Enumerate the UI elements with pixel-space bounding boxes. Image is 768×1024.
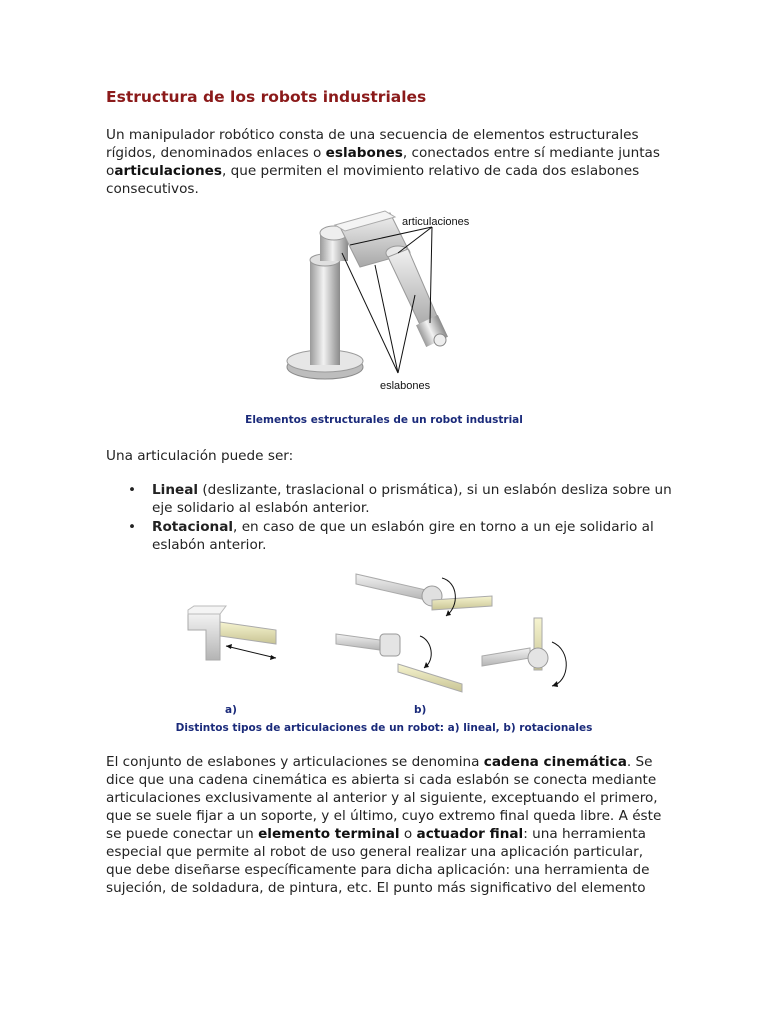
bullet-dot: • [128,519,137,536]
robot-wrist-end [434,334,446,346]
label-articulaciones: articulaciones [402,216,470,228]
paragraph-cadena [106,753,666,897]
text-run: Un manipulador robótico consta de una secuencia de elementos estructurales rígidos, denominados enlaces o [106,127,639,161]
figure1-caption: Elementos estructurales de un robot industrial [245,414,523,426]
label-b: b) [414,704,427,716]
label-eslabones: eslabones [380,380,431,392]
label-a: a) [225,704,237,716]
text-run: . Se dice que una cadena cinemática es abierta si cada eslabón se conecta mediante articulaciones exclusivamente al anterior y al siguiente, exceptuando el primero, que se suele fijar a un soporte, y el último, cuyo extremo final queda libre. A éste se puede conectar un [106,754,662,842]
paragraph-intro [106,126,666,198]
term-articulaciones: articulaciones [114,163,222,179]
page-title: Estructura de los robots industriales [106,88,427,106]
list-item [106,482,686,517]
text-run: (deslizante, traslacional o prismática), si un eslabón desliza sobre un eje solidario al eslabón anterior. [152,482,672,516]
term-elemento-terminal: elemento terminal [258,826,400,842]
rotational-joint-right-drawing [482,618,566,687]
term-eslabones: eslabones [325,145,403,161]
rotational-joint-middle-drawing [336,634,462,692]
term-lineal: Lineal [152,482,199,498]
text-run: , que permiten el movimiento relativo de cada dos eslabones consecutivos. [106,163,640,197]
term-actuador-final: actuador final [416,826,524,842]
robot-forearm [388,249,440,329]
joint-types-figure [180,560,580,700]
text-run: o [399,826,417,842]
robot-column [310,260,340,365]
term-rotacional: Rotacional [152,519,234,536]
bullet-dot: • [128,482,137,498]
robot-arm-figure [280,205,500,400]
figure2-caption: Distintos tipos de articulaciones de un robot: a) lineal, b) rotacionales [175,722,593,734]
term-cadena-cinematica: cadena cinemática [483,754,627,770]
text-run: , conectados entre sí mediante juntas o [106,145,660,179]
rotational-joint-top-drawing [356,574,492,616]
joint-types-list [106,482,686,556]
linear-joint-drawing [188,606,276,660]
list-item [106,519,686,554]
text-run: El conjunto de eslabones y articulaciones se denomina [106,754,484,770]
text-run: : una herramienta especial que permite al robot de uso general realizar una aplicación particular, que debe diseñarse específicamente para dicha aplicación: una herramienta de sujeción, de soldadura, de pintura, etc. El punto más significativo del elemento [106,826,650,896]
list-intro: Una articulación puede ser: [106,448,294,464]
text-run: , en caso de que un eslabón gire en torno a un eje solidario al eslabón anterior. [152,519,654,553]
